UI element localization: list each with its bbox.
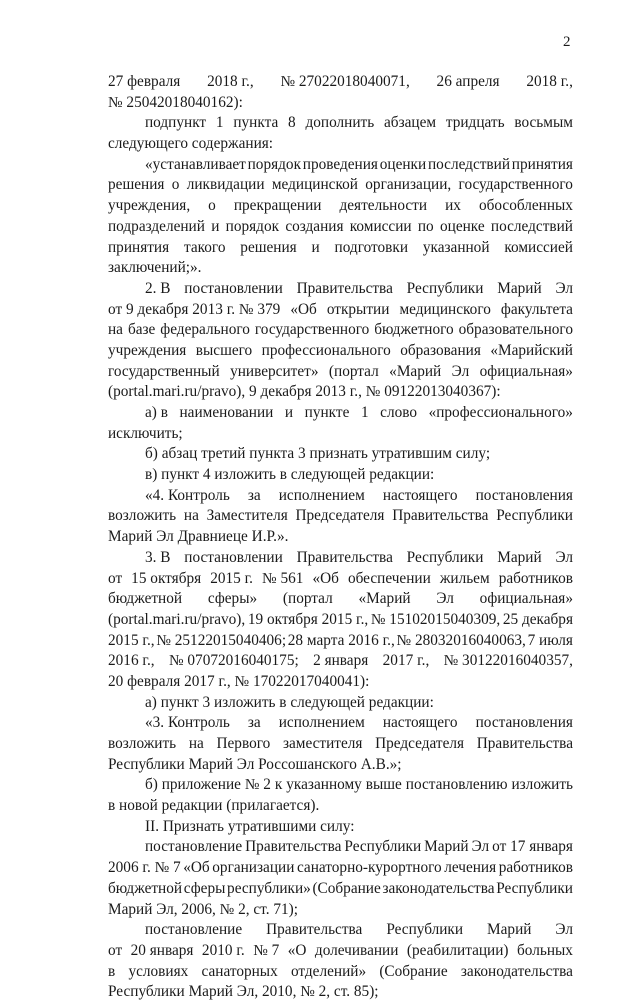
text-segment: открытии: [326, 300, 390, 318]
text-line: [108, 72, 573, 93]
text-segment: официальная»: [479, 362, 573, 380]
text-line: [108, 238, 573, 259]
text-segment: лечения: [444, 859, 497, 877]
text-segment: федерального: [160, 321, 250, 339]
text-segment: санаторных: [201, 962, 278, 980]
text-segment: постановление: [145, 921, 243, 939]
text-line: [108, 610, 573, 631]
text-segment: создания: [285, 217, 344, 235]
text-segment: № 28032016040063,: [396, 631, 526, 649]
text-line: [108, 175, 573, 196]
text-segment: по: [417, 217, 434, 235]
text-segment: больных: [517, 941, 573, 959]
text-segment: решения: [240, 238, 297, 256]
text-segment: выше: [365, 776, 402, 794]
text-segment: заместителя: [282, 735, 363, 752]
text-segment: принятия: [511, 155, 573, 173]
text-line: [108, 879, 573, 900]
text-segment: работников: [498, 569, 573, 587]
text-line: [108, 113, 573, 134]
text-segment: законодательства: [460, 962, 573, 980]
text-segment: 28 марта 2016 г.,: [287, 631, 395, 649]
text-segment: пункта: [233, 114, 279, 132]
text-segment: 25 декабря: [502, 610, 573, 628]
text-segment: «Об: [290, 300, 317, 318]
text-line: [108, 569, 573, 590]
text-segment: № 27022018040071,: [280, 73, 410, 90]
text-line: [108, 424, 573, 445]
document-body: [108, 72, 573, 1003]
text-segment: изложить: [511, 776, 573, 794]
text-segment: государственного: [458, 176, 573, 194]
text-segment: университет»: [230, 362, 319, 380]
text-segment: б) приложение: [145, 776, 241, 794]
text-segment: порядок: [247, 155, 302, 173]
text-segment: (портал: [328, 362, 379, 380]
text-segment: 1: [215, 114, 224, 132]
text-segment: республики»: [227, 879, 311, 897]
text-segment: образования: [400, 341, 481, 359]
text-segment: законодательства: [382, 879, 495, 897]
text-segment: комиссией: [504, 238, 573, 256]
text-segment: и: [284, 404, 294, 421]
text-segment: о: [171, 176, 180, 194]
text-segment: Эл: [555, 548, 573, 566]
text-segment: тридцать: [445, 114, 505, 132]
text-line: [108, 651, 573, 672]
text-segment: «Марий: [358, 590, 411, 608]
text-segment: Марий: [497, 279, 542, 297]
text-line: [108, 486, 573, 507]
text-line: [108, 775, 573, 796]
text-segment: от: [108, 941, 123, 959]
text-line: [108, 320, 573, 341]
text-segment: постановления: [475, 714, 573, 732]
text-segment: 2018 г.,: [207, 73, 254, 90]
text-segment: (реабилитации): [406, 941, 509, 959]
text-segment: Правительства: [296, 548, 393, 566]
text-segment: оценке: [439, 217, 485, 235]
text-segment: Правительства: [476, 735, 573, 752]
text-line: [108, 962, 573, 983]
text-segment: 15 октября: [131, 569, 202, 587]
text-line: [108, 900, 573, 921]
text-segment: 2010 г.: [201, 941, 245, 959]
text-segment: медицинского: [399, 300, 491, 318]
text-segment: № 561: [262, 569, 304, 587]
text-segment: 20 января: [130, 941, 194, 959]
text-segment: а) в: [145, 404, 168, 421]
text-line: [108, 155, 573, 176]
text-segment: следующего содержания:: [108, 135, 274, 153]
text-segment: Республики: [406, 548, 484, 566]
text-line: [108, 93, 573, 114]
text-segment: Правительства: [392, 507, 489, 525]
text-segment: «устанавливает: [145, 155, 246, 173]
text-segment: долечивании: [314, 941, 399, 959]
text-line: [108, 734, 573, 755]
text-line: [108, 362, 573, 383]
text-segment: постановления: [475, 486, 573, 504]
text-segment: № 7: [253, 941, 280, 959]
text-segment: а) пункт 3 изложить в следующей редакции:: [145, 693, 434, 711]
text-segment: № 07072016040175;: [168, 652, 299, 670]
text-segment: комиссии: [349, 217, 412, 235]
text-segment: № 25042018040162):: [108, 93, 243, 111]
text-segment: жильем: [439, 569, 490, 587]
text-segment: Марий Эл Дравниеце И.Р.».: [108, 528, 289, 546]
text-line: [108, 548, 573, 569]
text-segment: пункте: [304, 404, 350, 421]
text-segment: 2. В: [145, 279, 171, 297]
text-segment: II. Признать утратившими силу:: [145, 817, 355, 835]
text-line: [108, 693, 573, 714]
text-segment: такого: [183, 238, 226, 256]
text-segment: Республики Марий Эл, 2010, № 2, ст. 85);: [108, 983, 379, 1001]
text-segment: деятельности: [339, 197, 428, 215]
text-segment: «Об: [183, 859, 210, 877]
text-segment: (Собрание: [379, 962, 448, 980]
text-segment: постановление: [145, 838, 243, 856]
text-segment: Заместителя: [206, 507, 288, 525]
text-segment: (Собрание: [312, 879, 381, 897]
text-segment: и: [211, 217, 220, 235]
text-line: [108, 817, 573, 838]
text-segment: возложить: [108, 735, 177, 752]
text-segment: (portal.mari.ru/pravo),: [108, 610, 246, 628]
text-segment: учреждения: [108, 341, 187, 359]
text-segment: наименовании: [179, 404, 274, 421]
text-segment: настоящего: [382, 714, 458, 732]
text-segment: № 15102015040309,: [370, 610, 501, 628]
text-segment: (portal.mari.ru/pravo), 9 декабря 2013 г., № 09122013040367):: [108, 383, 501, 401]
text-line: [108, 858, 573, 879]
text-segment: Марий: [487, 921, 532, 939]
text-segment: Марий: [424, 838, 469, 856]
text-segment: проведения: [302, 155, 378, 173]
text-segment: 3. В: [145, 548, 171, 566]
text-line: [108, 444, 573, 465]
text-line: [108, 382, 573, 403]
text-segment: профессионального: [261, 341, 391, 359]
text-segment: возложить: [108, 507, 177, 525]
text-line: [108, 713, 573, 734]
text-segment: официальная»: [479, 590, 573, 608]
text-segment: бюджетного: [374, 321, 454, 339]
text-segment: Правительства: [296, 279, 393, 297]
text-segment: сферы: [183, 879, 226, 897]
text-segment: Правительства: [245, 838, 342, 856]
text-segment: слово: [380, 404, 418, 421]
text-segment: подразделений: [108, 217, 205, 235]
text-segment: Эл: [471, 838, 490, 856]
text-segment: государственный: [108, 362, 220, 380]
text-segment: Эл: [436, 590, 454, 608]
text-segment: Республики Марий Эл Россошанского А.В.»;: [108, 755, 402, 773]
text-segment: организации,: [365, 176, 452, 194]
text-segment: последствий: [490, 217, 573, 235]
text-segment: исполнением: [278, 486, 365, 504]
text-segment: 2015 г.: [210, 569, 253, 587]
text-segment: исполнением: [278, 714, 365, 732]
page-number: 2: [563, 34, 571, 50]
text-segment: 2 января: [313, 652, 369, 670]
text-segment: обеспечении: [347, 569, 431, 587]
text-segment: 27 февраля: [108, 73, 181, 90]
text-segment: бюджетной: [108, 879, 183, 897]
text-segment: оценки: [379, 155, 427, 173]
text-line: [108, 196, 573, 217]
text-segment: 2018 г.,: [526, 73, 573, 90]
text-line: [108, 341, 573, 362]
text-segment: «3. Контроль: [145, 714, 230, 732]
text-segment: государственного: [254, 321, 370, 339]
text-segment: «Об: [312, 569, 339, 587]
text-segment: на: [183, 507, 199, 525]
text-segment: № 30122016040357,: [443, 652, 573, 670]
text-line: [108, 527, 573, 548]
text-segment: Республики: [386, 921, 464, 939]
text-segment: принятия: [108, 238, 170, 256]
text-line: [108, 672, 573, 693]
text-segment: постановлению: [405, 776, 508, 794]
text-segment: постановлении: [184, 279, 283, 297]
text-line: [108, 217, 573, 238]
text-segment: в) пункт 4 изложить в следующей редакции:: [145, 466, 435, 484]
text-segment: обособленных: [478, 197, 573, 215]
text-segment: (портал: [282, 590, 333, 608]
text-segment: указанной: [422, 238, 490, 256]
text-segment: базе: [127, 321, 156, 339]
text-segment: Председателя: [295, 507, 385, 525]
text-line: [108, 300, 573, 321]
text-segment: Республики: [344, 838, 422, 856]
text-segment: высшего: [195, 341, 253, 359]
text-segment: Правительства: [266, 921, 363, 939]
text-line: [108, 837, 573, 858]
text-segment: решения: [108, 176, 165, 194]
text-line: [108, 465, 573, 486]
text-line: [108, 631, 573, 652]
text-segment: «Марийский: [490, 341, 573, 359]
text-line: [108, 279, 573, 300]
text-segment: заключений;».: [108, 259, 202, 277]
text-segment: 20 февраля 2017 г., № 17022017040041):: [108, 672, 370, 690]
text-segment: «4. Контроль: [145, 486, 230, 504]
text-segment: их: [445, 197, 461, 215]
text-segment: «Марий: [389, 362, 442, 380]
text-segment: подпункт: [145, 114, 207, 132]
text-segment: на: [108, 321, 123, 339]
text-segment: от 17 января: [492, 838, 573, 856]
text-segment: Первого: [216, 735, 271, 752]
text-segment: подготовки: [334, 238, 409, 256]
text-segment: 19 октября 2015 г.,: [247, 610, 369, 628]
text-segment: абзацем: [384, 114, 437, 132]
text-segment: 2015 г.,: [108, 631, 155, 649]
text-segment: Республики: [406, 279, 484, 297]
text-line: [108, 920, 573, 941]
text-segment: учреждения,: [108, 197, 191, 215]
text-segment: Эл: [555, 279, 573, 297]
text-segment: 26 апреля: [436, 73, 500, 90]
text-segment: постановлении: [184, 548, 283, 566]
text-segment: исключить;: [108, 424, 183, 442]
text-segment: Республики: [496, 507, 573, 525]
text-line: [108, 982, 573, 1003]
text-segment: от 9 декабря 2013 г. № 379: [108, 300, 281, 318]
text-segment: и: [311, 238, 320, 256]
text-segment: 1: [360, 404, 369, 421]
text-segment: «О: [287, 941, 307, 959]
text-segment: настоящего: [382, 486, 458, 504]
text-segment: образовательного: [458, 321, 573, 339]
text-segment: № 25122015040406;: [156, 631, 287, 649]
text-segment: Марий: [497, 548, 542, 566]
text-segment: санаторно-курортного: [296, 859, 442, 877]
text-segment: в: [108, 962, 116, 980]
text-segment: о: [208, 197, 216, 215]
text-segment: Эл: [555, 921, 573, 939]
text-segment: 2016 г.,: [108, 652, 155, 670]
text-segment: Эл: [451, 362, 470, 380]
text-line: [108, 134, 573, 155]
text-segment: за: [247, 486, 261, 504]
text-segment: Марий Эл, 2006, № 2, ст. 71);: [108, 900, 298, 918]
text-line: [108, 755, 573, 776]
text-segment: «профессионального»: [428, 404, 573, 421]
text-segment: 7 июля: [527, 631, 573, 649]
text-segment: прекращении: [233, 197, 322, 215]
text-segment: организации: [212, 859, 295, 877]
text-segment: сферы»: [207, 590, 258, 608]
text-segment: отделений»: [290, 962, 367, 980]
text-segment: на: [188, 735, 204, 752]
text-segment: 2017 г.,: [382, 652, 430, 670]
text-segment: восьмым: [514, 114, 573, 132]
text-line: [108, 506, 573, 527]
text-line: [108, 589, 573, 610]
text-segment: последствий: [427, 155, 511, 173]
text-segment: указанному: [286, 776, 362, 794]
text-segment: медицинской: [271, 176, 358, 194]
text-segment: 8: [288, 114, 296, 132]
text-segment: за: [247, 714, 261, 732]
text-segment: б) абзац третий пункта 3 признать утратившим силу;: [145, 445, 491, 463]
text-segment: порядок: [225, 217, 280, 235]
text-line: [108, 941, 573, 962]
text-segment: факультета: [500, 300, 573, 318]
text-line: [108, 258, 573, 279]
text-segment: к: [274, 776, 283, 794]
text-segment: бюджетной: [108, 590, 183, 608]
text-segment: Председателя: [375, 735, 465, 752]
text-line: [108, 796, 573, 817]
text-segment: от: [108, 569, 123, 587]
text-segment: № 2: [244, 776, 271, 794]
text-segment: дополнить: [305, 114, 375, 132]
text-segment: работников: [498, 859, 573, 877]
text-segment: 2006 г. № 7: [108, 859, 181, 877]
text-segment: Республики: [496, 879, 573, 897]
text-segment: в новой редакции (прилагается).: [108, 797, 320, 815]
text-segment: условиях: [128, 962, 189, 980]
text-line: [108, 403, 573, 424]
text-segment: ликвидации: [186, 176, 265, 194]
